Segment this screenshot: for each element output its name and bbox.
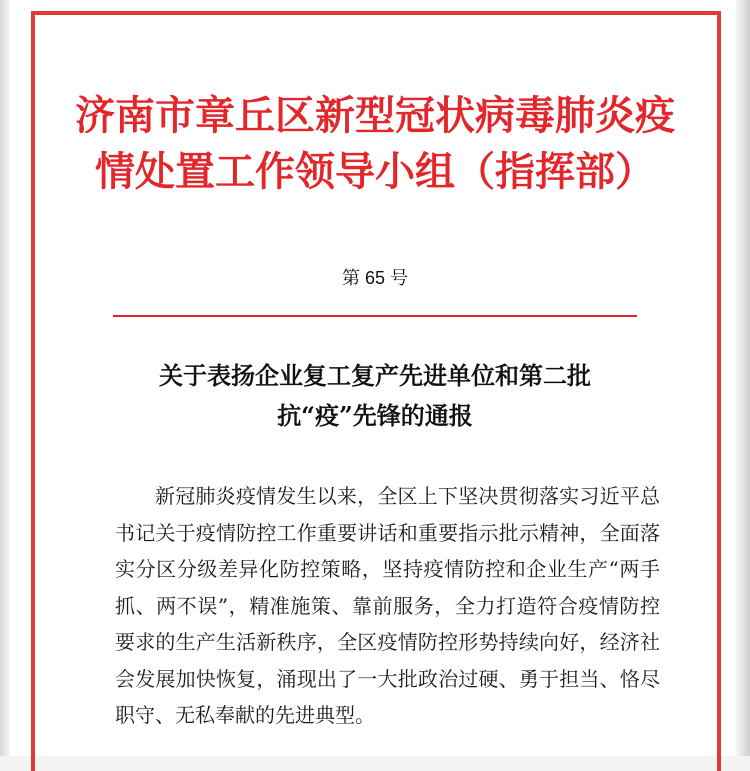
page-right-edge-shadow xyxy=(736,0,750,756)
notice-title: 关于表扬企业复工复产先进单位和第二批抗“疫”先锋的通报 xyxy=(159,361,591,430)
page-left-edge-shadow xyxy=(0,0,10,756)
document-number: 第 65 号 xyxy=(341,268,409,288)
body-paragraph: 新冠肺炎疫情发生以来，全区上下坚决贯彻落实习近平总书记关于疫情防控工作重要讲话和重要指示批示精神，全面落实分区分级差异化防控策略，坚持疫情防控和企业生产“两手抓、两不误”，精准施策、靠前服务，全力打造符合疫情防控要求的生产生活新秩序，全区疫情防控形势持续向好，经济社会发展加快恢复，涌现出了一大批政治过硬、勇于担当、恪尽职守、无私奉献的先进典型。 xyxy=(115,484,660,727)
organization-title: 济南市章丘区新型冠状病毒肺炎疫情处置工作领导小组（指挥部） xyxy=(75,92,675,195)
red-divider-line xyxy=(113,315,637,317)
